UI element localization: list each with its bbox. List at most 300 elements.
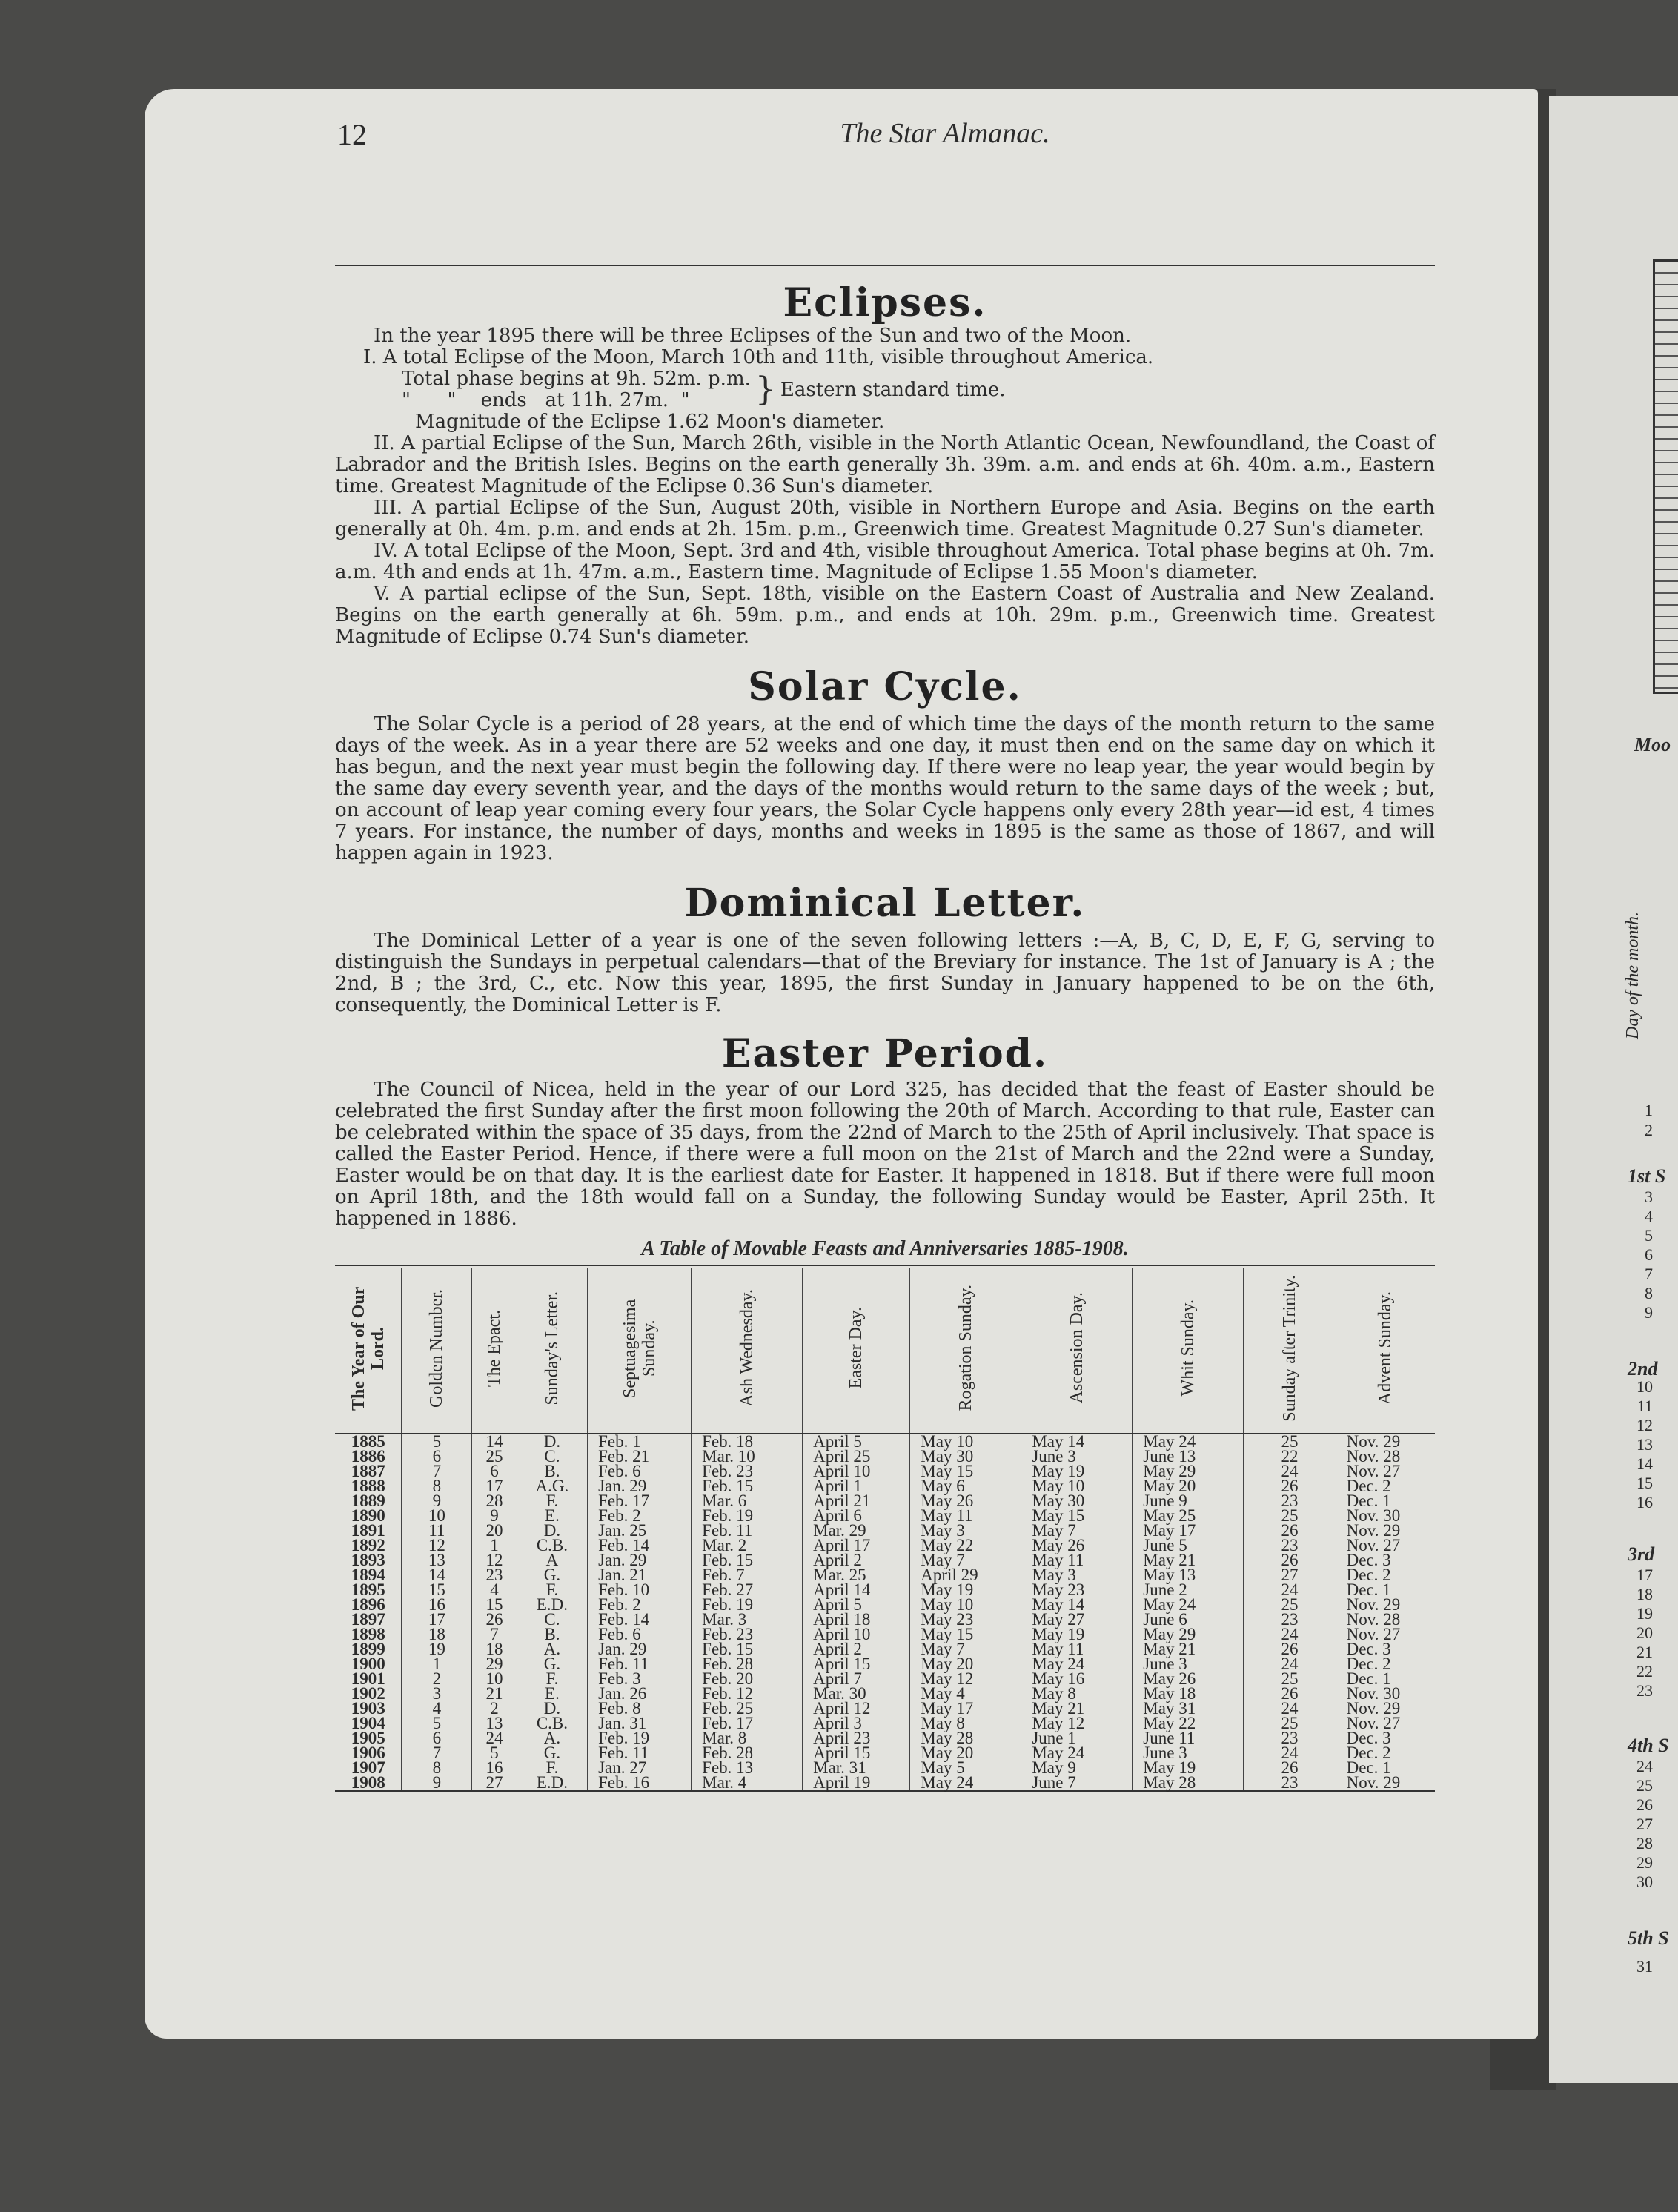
table-cell: Dec. 2 (1336, 1568, 1435, 1583)
table-cell: Feb. 19 (588, 1731, 692, 1746)
table-cell: May 9 (1021, 1761, 1133, 1775)
eclipse-1-ends: " " ends at 11h. 27m. " (402, 389, 690, 411)
table-cell: 25 (1244, 1434, 1336, 1449)
table-cell: May 30 (1021, 1494, 1133, 1509)
table-cell: Mar. 6 (692, 1494, 803, 1509)
table-cell: June 2 (1133, 1583, 1244, 1597)
table-cell: May 4 (910, 1686, 1021, 1701)
table-cell: April 15 (803, 1657, 910, 1672)
table-header-cell (1244, 1267, 1336, 1434)
table-cell: April 1 (803, 1479, 910, 1494)
table-cell: 24 (472, 1731, 517, 1746)
table-header-cell (803, 1267, 910, 1434)
table-cell: May 5 (910, 1761, 1021, 1775)
table-cell: 1896 (351, 1595, 385, 1614)
page-number: 12 (337, 118, 367, 151)
table-cell: May 31 (1133, 1701, 1244, 1716)
table-cell: 23 (1244, 1612, 1336, 1627)
table-cell: May 28 (910, 1731, 1021, 1746)
day-number: 26 (1636, 1795, 1653, 1814)
table-cell: 7 (472, 1627, 517, 1642)
table-cell: May 14 (1021, 1597, 1133, 1612)
table-cell: 25 (472, 1449, 517, 1464)
table-cell: 24 (1244, 1746, 1336, 1761)
table-cell: E. (517, 1509, 587, 1523)
table-cell: Dec. 2 (1336, 1479, 1435, 1494)
table-cell: Dec. 3 (1336, 1642, 1435, 1657)
table-cell: 17 (472, 1479, 517, 1494)
table-cell: Feb. 2 (588, 1509, 692, 1523)
week-label: 4th S (1628, 1735, 1669, 1756)
table-cell: May 7 (910, 1642, 1021, 1657)
easter-text: The Council of Nicea, held in the year of our Lord 325, has decided that the feast of Easter should be celebrated the first Sunday after the first moon following the 20th of March. According to that rule, Easter can be celebrated within the space of 35 days, from the 22nd of March to the 25th of April inclusively. That space is called the Easter Period. Hence, if there were a full moon on the 21st of March and the 22nd were a Sunday, Easter would be on that day. It is the earliest date for Easter. It happened in 1818. But if there were full moon on April 18th, and the 18th would fall on a Sunday, the following Sunday would be Easter, April 25th. It happened in 1886. (335, 1079, 1435, 1230)
table-cell: Feb. 27 (692, 1583, 803, 1597)
table-cell: 9 (472, 1509, 517, 1523)
table-cell: May 10 (910, 1434, 1021, 1449)
table-header-cell (692, 1267, 803, 1434)
table-cell: April 5 (803, 1434, 910, 1449)
table-cell: 6 (472, 1464, 517, 1479)
table-cell: 2 (402, 1672, 472, 1686)
table-cell: May 20 (910, 1746, 1021, 1761)
table-cell: June 13 (1133, 1449, 1244, 1464)
table-cell: April 2 (803, 1553, 910, 1568)
table-header-label: Whit Sunday. (1178, 1299, 1198, 1397)
table-cell: Mar. 3 (692, 1612, 803, 1627)
table-cell: Jan. 27 (588, 1761, 692, 1775)
table-cell: D. (517, 1434, 587, 1449)
table-cell: D. (517, 1523, 587, 1538)
day-number: 19 (1636, 1604, 1653, 1623)
table-cell: May 26 (910, 1494, 1021, 1509)
page-content (335, 280, 1435, 1792)
eclipse-1-begins: Total phase begins at 9h. 52m. p.m. (402, 368, 751, 390)
table-cell: F. (517, 1583, 587, 1597)
table-cell: 6 (402, 1731, 472, 1746)
table-cell: 14 (472, 1434, 517, 1449)
day-number: 8 (1645, 1284, 1653, 1302)
day-header-label: Day of the month. (1623, 912, 1642, 1039)
table-cell: May 8 (910, 1716, 1021, 1731)
table-cell: May 24 (1133, 1597, 1244, 1612)
table-cell: 1901 (351, 1669, 385, 1688)
table-cell: Jan. 29 (588, 1642, 692, 1657)
table-cell: Feb. 28 (692, 1746, 803, 1761)
table-cell: 23 (472, 1568, 517, 1583)
table-cell: 26 (472, 1612, 517, 1627)
table-cell: 29 (472, 1657, 517, 1672)
table-cell: 1906 (351, 1744, 385, 1762)
table-cell: June 3 (1133, 1746, 1244, 1761)
table-cell: May 25 (1133, 1509, 1244, 1523)
table-cell: C.B. (517, 1716, 587, 1731)
table-cell: May 21 (1021, 1701, 1133, 1716)
eclipse-1-magnitude: Magnitude of the Eclipse 1.62 Moon's diameter. (415, 411, 885, 433)
table-cell: 7 (402, 1464, 472, 1479)
table-cell: 18 (402, 1627, 472, 1642)
table-cell: 24 (1244, 1583, 1336, 1597)
table-cell: May 11 (910, 1509, 1021, 1523)
table-row (335, 1731, 1435, 1746)
table-cell: April 18 (803, 1612, 910, 1627)
week-label: 5th S (1628, 1927, 1669, 1949)
table-cell: B. (517, 1464, 587, 1479)
eclipse-1-times (335, 368, 1435, 411)
table-cell: Nov. 28 (1336, 1612, 1435, 1627)
table-header-label: Septuagesima Sunday. (620, 1298, 659, 1398)
table-cell: Dec. 2 (1336, 1657, 1435, 1672)
table-cell: Feb. 20 (692, 1672, 803, 1686)
table-cell: 4 (402, 1701, 472, 1716)
table-cell: 1891 (351, 1521, 385, 1540)
table-cell: 1886 (351, 1447, 385, 1466)
table-cell: 8 (402, 1761, 472, 1775)
table-cell: Dec. 3 (1336, 1731, 1435, 1746)
table-cell: 1895 (351, 1580, 385, 1599)
table-cell: 24 (1244, 1464, 1336, 1479)
table-cell: Nov. 27 (1336, 1538, 1435, 1553)
table-cell: May 22 (1133, 1716, 1244, 1731)
table-cell: May 24 (1021, 1657, 1133, 1672)
table-cell: G. (517, 1568, 587, 1583)
table-cell: 25 (1244, 1597, 1336, 1612)
table-cell: 1905 (351, 1729, 385, 1747)
table-cell: 1902 (351, 1684, 385, 1703)
table-cell: 1893 (351, 1551, 385, 1569)
table-cell: 27 (472, 1775, 517, 1791)
table-cell: 20 (472, 1523, 517, 1538)
table-cell: 1887 (351, 1462, 385, 1480)
table-cell: May 19 (1021, 1464, 1133, 1479)
table-cell: June 6 (1133, 1612, 1244, 1627)
table-cell: 1885 (351, 1432, 385, 1451)
table-cell: Feb. 13 (692, 1761, 803, 1775)
table-header-label: The Year of Our Lord. (348, 1285, 388, 1411)
table-cell: April 5 (803, 1597, 910, 1612)
table-cell: Nov. 27 (1336, 1464, 1435, 1479)
table-cell: Feb. 15 (692, 1642, 803, 1657)
table-cell: May 18 (1133, 1686, 1244, 1701)
table-cell: Dec. 3 (1336, 1553, 1435, 1568)
table-cell: 5 (402, 1716, 472, 1731)
table-row (335, 1568, 1435, 1583)
dominical-title: Dominical Letter. (684, 881, 1086, 926)
table-cell: April 25 (803, 1449, 910, 1464)
table-cell: Feb. 6 (588, 1627, 692, 1642)
table-cell: Jan. 29 (588, 1553, 692, 1568)
table-cell: Nov. 29 (1336, 1775, 1435, 1791)
table-cell: May 3 (1021, 1568, 1133, 1583)
table-cell: May 26 (1133, 1672, 1244, 1686)
table-cell: May 15 (910, 1464, 1021, 1479)
table-cell: 1898 (351, 1625, 385, 1643)
table-cell: June 9 (1133, 1494, 1244, 1509)
table-cell: 26 (1244, 1523, 1336, 1538)
day-number: 22 (1636, 1662, 1653, 1680)
table-cell: Dec. 1 (1336, 1672, 1435, 1686)
table-header-label: Easter Day. (846, 1307, 866, 1389)
table-cell: May 17 (910, 1701, 1021, 1716)
table-cell: April 14 (803, 1583, 910, 1597)
table-cell: Feb. 12 (692, 1686, 803, 1701)
table-cell: June 3 (1133, 1657, 1244, 1672)
eclipses-title: Eclipses. (783, 280, 987, 325)
table-cell: 1903 (351, 1699, 385, 1718)
table-cell: April 15 (803, 1746, 910, 1761)
table-cell: B. (517, 1627, 587, 1642)
table-cell: May 26 (1021, 1538, 1133, 1553)
table-cell: Feb. 16 (588, 1775, 692, 1791)
day-number: 4 (1645, 1207, 1653, 1225)
day-number: 23 (1636, 1681, 1653, 1700)
table-cell: Dec. 1 (1336, 1761, 1435, 1775)
table-cell: Jan. 21 (588, 1568, 692, 1583)
table-cell: Feb. 11 (692, 1523, 803, 1538)
day-number: 13 (1636, 1435, 1653, 1454)
table-cell: Feb. 14 (588, 1538, 692, 1553)
table-cell: May 23 (1021, 1583, 1133, 1597)
table-cell: 23 (1244, 1538, 1336, 1553)
eclipse-item-5: V. A partial eclipse of the Sun, Sept. 18th, visible on the Eastern Coast of Australia and New Zealand. Begins on the earth generally at 6h. 59m. p.m., and ends at 10h. 29m. p.m., Greenwich time. Greatest Magnitude of Eclipse 0.74 Sun's diameter. (335, 583, 1435, 648)
table-cell: 19 (402, 1642, 472, 1657)
table-cell: 1899 (351, 1640, 385, 1658)
table-cell: F. (517, 1761, 587, 1775)
table-cell: May 10 (1021, 1479, 1133, 1494)
table-cell: 8 (402, 1479, 472, 1494)
movable-feasts-table (335, 1265, 1435, 1792)
table-cell: June 3 (1021, 1449, 1133, 1464)
table-header-label: Golden Number. (427, 1288, 447, 1408)
table-cell: June 7 (1021, 1775, 1133, 1791)
table-cell: 9 (402, 1494, 472, 1509)
table-cell: F. (517, 1494, 587, 1509)
table-cell: May 28 (1133, 1775, 1244, 1791)
table-cell: May 21 (1133, 1642, 1244, 1657)
table-cell: Nov. 29 (1336, 1523, 1435, 1538)
day-number: 12 (1636, 1416, 1653, 1434)
table-cell: Jan. 31 (588, 1716, 692, 1731)
table-header-cell (335, 1267, 402, 1434)
table-cell: 1894 (351, 1566, 385, 1584)
table-header-label: Advent Sunday. (1376, 1291, 1396, 1405)
table-row (335, 1494, 1435, 1509)
table-cell: Feb. 1 (588, 1434, 692, 1449)
table-cell: Mar. 31 (803, 1761, 910, 1775)
table-cell: 23 (1244, 1494, 1336, 1509)
table-cell: 15 (402, 1583, 472, 1597)
table-cell: May 12 (910, 1672, 1021, 1686)
table-cell: 5 (402, 1434, 472, 1449)
table-cell: April 23 (803, 1731, 910, 1746)
table-cell: Nov. 29 (1336, 1434, 1435, 1449)
table-cell: Feb. 21 (588, 1449, 692, 1464)
table-caption: A Table of Movable Feasts and Anniversaries 1885-1908. (641, 1237, 1129, 1260)
table-cell: Feb. 19 (692, 1509, 803, 1523)
table-cell: May 17 (1133, 1523, 1244, 1538)
table-cell: Mar. 25 (803, 1568, 910, 1583)
table-cell: 9 (402, 1775, 472, 1791)
table-cell: Feb. 10 (588, 1583, 692, 1597)
table-cell: 14 (402, 1568, 472, 1583)
table-cell: May 22 (910, 1538, 1021, 1553)
table-cell: 1892 (351, 1536, 385, 1554)
table-cell: Feb. 17 (692, 1716, 803, 1731)
table-cell: Feb. 14 (588, 1612, 692, 1627)
table-cell: G. (517, 1657, 587, 1672)
table-cell: Nov. 30 (1336, 1509, 1435, 1523)
table-cell: 1900 (351, 1655, 385, 1673)
week-label: 1st S (1628, 1165, 1666, 1187)
page-header (189, 117, 1434, 162)
table-cell: May 29 (1133, 1627, 1244, 1642)
table-cell: April 12 (803, 1701, 910, 1716)
brace-glyph: } (755, 371, 776, 408)
table-cell: 22 (1244, 1449, 1336, 1464)
table-cell: D. (517, 1701, 587, 1716)
table-header-label: The Epact. (485, 1309, 505, 1387)
table-cell: 12 (472, 1553, 517, 1568)
table-cell: 7 (402, 1746, 472, 1761)
table-cell: 1904 (351, 1714, 385, 1732)
table-cell: May 7 (1021, 1523, 1133, 1538)
table-cell: 24 (1244, 1627, 1336, 1642)
table-cell: May 15 (910, 1627, 1021, 1642)
table-cell: 3 (402, 1686, 472, 1701)
table-cell: May 7 (910, 1553, 1021, 1568)
table-cell: Mar. 29 (803, 1523, 910, 1538)
table-header-row (335, 1267, 1435, 1434)
day-number: 5 (1645, 1226, 1653, 1245)
table-cell: 5 (472, 1746, 517, 1761)
table-cell: Feb. 2 (588, 1597, 692, 1612)
table-cell: May 19 (1021, 1627, 1133, 1642)
table-cell: Feb. 17 (588, 1494, 692, 1509)
table-cell: Dec. 1 (1336, 1494, 1435, 1509)
table-cell: April 29 (910, 1568, 1021, 1583)
table-cell: Mar. 4 (692, 1775, 803, 1791)
table-header-cell (1133, 1267, 1244, 1434)
table-cell: 25 (1244, 1672, 1336, 1686)
table-cell: G. (517, 1746, 587, 1761)
table-cell: May 24 (1133, 1434, 1244, 1449)
table-cell: 16 (472, 1761, 517, 1775)
day-number: 25 (1636, 1776, 1653, 1795)
table-cell: May 24 (910, 1775, 1021, 1791)
table-cell: Jan. 26 (588, 1686, 692, 1701)
solar-cycle-text: The Solar Cycle is a period of 28 years, at the end of which time the days of the month return to the same days of the week. As in a year there are 52 weeks and one day, it must then end on the same day on which it has begun, and the next year must begin the following day. If there were no leap year, the year would begin by the same day every seventh year, and the days of the months would return to the same days of the week ; but, on account of leap year coming every four years, the Solar Cycle happens only every 28th year—id est, 4 times 7 years. For instance, the number of days, months and weeks in 1895 is the same as those of 1867, and will happen again in 1923. (335, 713, 1435, 864)
table-cell: A. (517, 1731, 587, 1746)
day-number: 16 (1636, 1493, 1653, 1511)
table-cell: 6 (402, 1449, 472, 1464)
table-cell: E. (517, 1686, 587, 1701)
table-cell: May 19 (1133, 1761, 1244, 1775)
table-cell: May 27 (1021, 1612, 1133, 1627)
day-number: 10 (1636, 1377, 1653, 1396)
table-cell: Mar. 10 (692, 1449, 803, 1464)
table-cell: 24 (1244, 1657, 1336, 1672)
table-cell: 1889 (351, 1491, 385, 1510)
table-cell: 1890 (351, 1506, 385, 1525)
table-cell: 26 (1244, 1686, 1336, 1701)
table-cell: May 10 (910, 1597, 1021, 1612)
table-row (335, 1523, 1435, 1538)
table-cell: Dec. 2 (1336, 1746, 1435, 1761)
table-cell: 1888 (351, 1477, 385, 1495)
table-cell: April 6 (803, 1509, 910, 1523)
table-cell: April 7 (803, 1672, 910, 1686)
table-cell: Feb. 11 (588, 1746, 692, 1761)
table-cell: April 21 (803, 1494, 910, 1509)
day-number: 27 (1636, 1815, 1653, 1833)
table-cell: Feb. 8 (588, 1701, 692, 1716)
table-cell: May 6 (910, 1479, 1021, 1494)
table-row (335, 1612, 1435, 1627)
table-header-cell (1336, 1267, 1435, 1434)
table-cell: 1 (402, 1657, 472, 1672)
table-cell: 1897 (351, 1610, 385, 1629)
eclipses-intro: In the year 1895 there will be three Eclipses of the Sun and two of the Moon. (374, 325, 1132, 347)
table-body (335, 1434, 1435, 1791)
table-cell: A. (517, 1642, 587, 1657)
eclipse-item-3: III. A partial Eclipse of the Sun, August 20th, visible in Northern Europe and Asia. Begins on the earth generally at 0h. 4m. p.m. and ends at 2h. 15m. p.m., Greenwich time. Greatest Magnitude 0.27 Sun's diameter. (335, 497, 1435, 540)
eclipse-item-4: IV. A total Eclipse of the Moon, Sept. 3rd and 4th, visible throughout America. Total phase begins at 0h. 7m. a.m. 4th and ends at 1h. 47m. a.m., Eastern time. Magnitude of Eclipse 1.55 Moon's diameter. (335, 540, 1435, 583)
table-cell: Feb. 15 (692, 1553, 803, 1568)
table-cell: Nov. 29 (1336, 1597, 1435, 1612)
table-cell: June 5 (1133, 1538, 1244, 1553)
table-cell: 26 (1244, 1479, 1336, 1494)
table-cell: April 10 (803, 1627, 910, 1642)
day-number: 18 (1636, 1585, 1653, 1603)
table-cell: 10 (402, 1509, 472, 1523)
table-cell: Feb. 11 (588, 1657, 692, 1672)
dominical-text: The Dominical Letter of a year is one of the seven following letters :—A, B, C, D, E, F, G, serving to distinguish the Sundays in perpetual calendars—that of the Breviary for instance. The 1st of January is A ; the 2nd, B ; the 3rd, C., etc. Now this year, 1895, the first Sunday in January happened to be on the 6th, consequently, the Dominical Letter is F. (335, 930, 1435, 1016)
table-cell: C. (517, 1612, 587, 1627)
table-cell: 24 (1244, 1701, 1336, 1716)
table-cell: Feb. 7 (692, 1568, 803, 1583)
day-number: 1 (1645, 1101, 1653, 1119)
table-cell: Feb. 3 (588, 1672, 692, 1686)
facing-page-moo-label: Moo (1634, 734, 1671, 755)
table-cell: April 17 (803, 1538, 910, 1553)
table-cell: Mar. 30 (803, 1686, 910, 1701)
table-cell: 12 (402, 1538, 472, 1553)
day-number: 14 (1636, 1454, 1653, 1473)
table-cell: Dec. 1 (1336, 1583, 1435, 1597)
table-cell: 26 (1244, 1553, 1336, 1568)
table-cell: 10 (472, 1672, 517, 1686)
table-header-cell (1021, 1267, 1133, 1434)
table-cell: 13 (472, 1716, 517, 1731)
table-cell: April 19 (803, 1775, 910, 1791)
day-number: 7 (1645, 1265, 1653, 1283)
table-header-label: Sunday after Trinity. (1279, 1274, 1299, 1422)
table-cell: 23 (1244, 1731, 1336, 1746)
table-cell: 1907 (351, 1758, 385, 1777)
table-cell: May 29 (1133, 1464, 1244, 1479)
table-cell: Jan. 29 (588, 1479, 692, 1494)
table-cell: Nov. 29 (1336, 1701, 1435, 1716)
table-header-label: Rogation Sunday. (955, 1285, 975, 1411)
eclipse-item-1: I. A total Eclipse of the Moon, March 10th and 11th, visible throughout America. (363, 346, 1154, 368)
table-cell: Nov. 28 (1336, 1449, 1435, 1464)
table-cell: June 1 (1021, 1731, 1133, 1746)
table-header-label: Ash Wednesday. (737, 1289, 757, 1407)
table-cell: Mar. 8 (692, 1731, 803, 1746)
day-number: 6 (1645, 1245, 1653, 1264)
table-cell: May 24 (1021, 1746, 1133, 1761)
table-cell: 4 (472, 1583, 517, 1597)
table-cell: 18 (472, 1642, 517, 1657)
